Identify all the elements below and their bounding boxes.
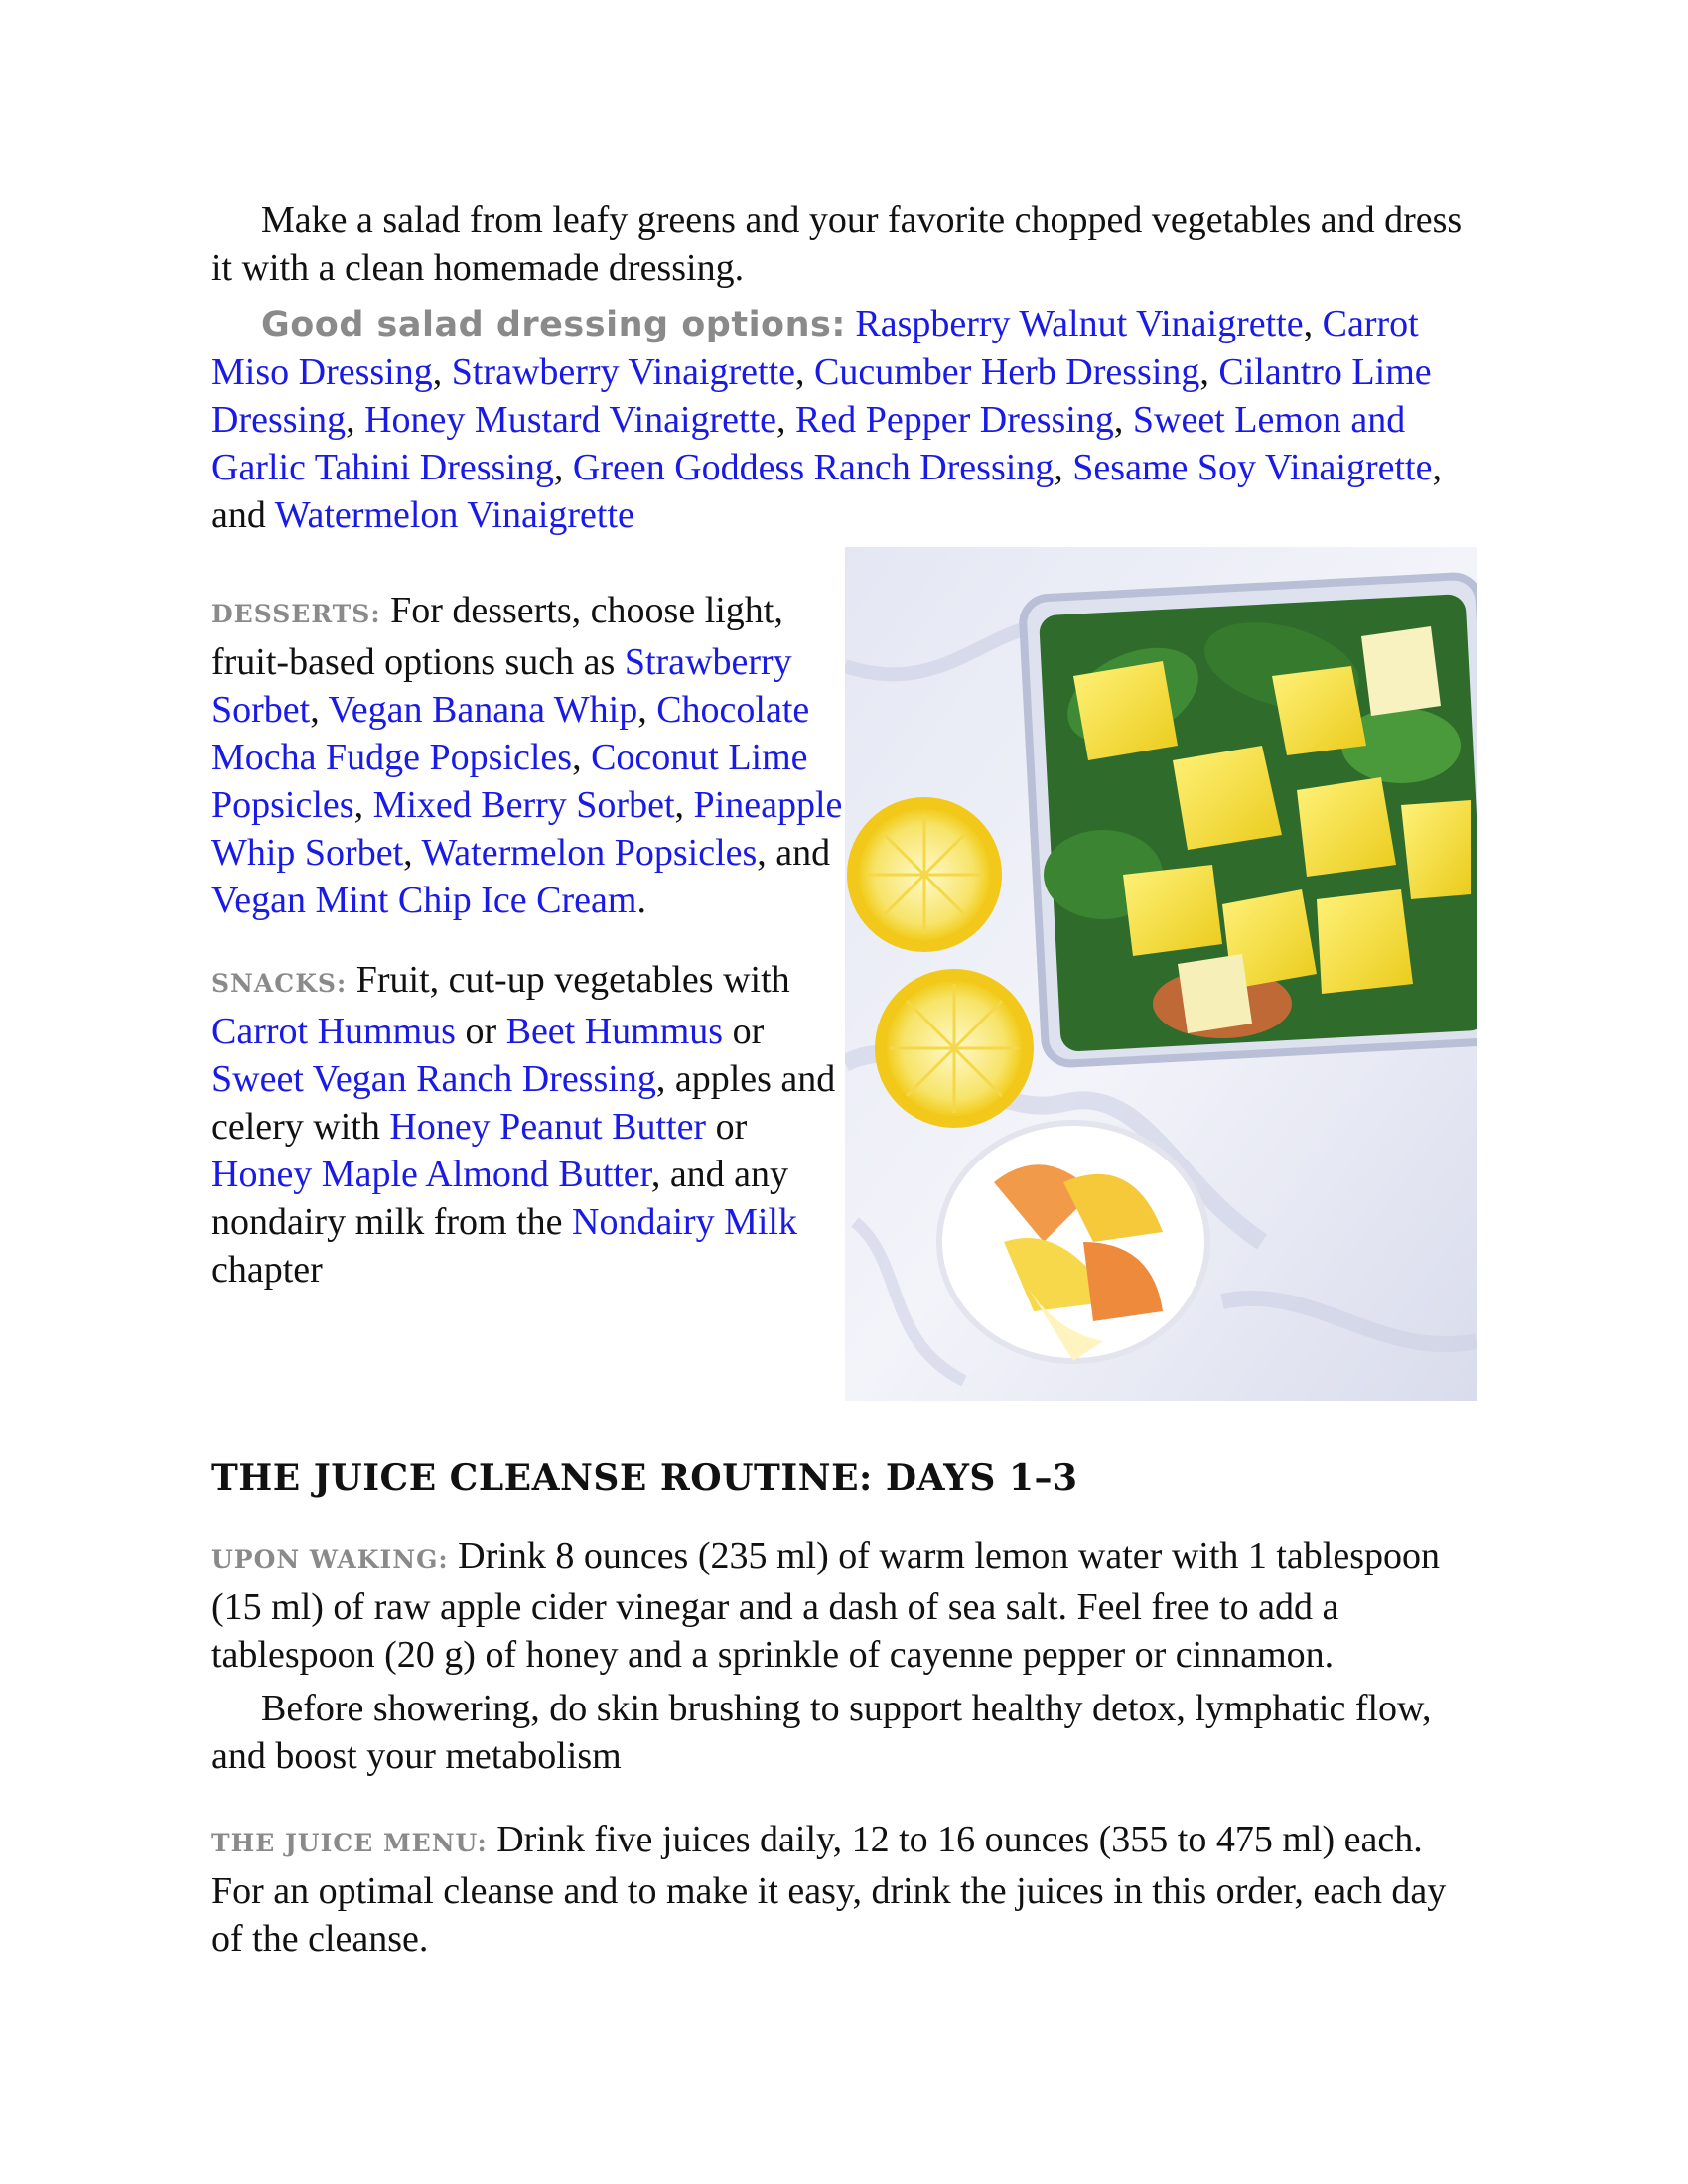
- list-separator: ,: [776, 399, 796, 441]
- section-heading: THE JUICE CLEANSE ROUTINE: DAYS 1–3: [211, 1457, 1078, 1499]
- dressing-link[interactable]: Raspberry Walnut Vinaigrette: [855, 303, 1304, 344]
- list-separator: ,: [1199, 351, 1219, 393]
- list-separator: ,: [795, 351, 815, 393]
- list-separator: ,: [353, 784, 373, 826]
- left-column: [211, 587, 857, 1294]
- desserts-lead: DESSERTS:: [211, 600, 381, 628]
- juice-menu-paragraph: [211, 1816, 1477, 1963]
- snack-link[interactable]: Beet Hummus: [505, 1011, 724, 1052]
- snack-link[interactable]: Honey Maple Almond Butter: [211, 1154, 651, 1195]
- snack-text-segment: Fruit, cut-up vegetables with: [347, 959, 790, 1001]
- intro-paragraph: Make a salad from leafy greens and your favorite chopped vegetables and dress it with a clean homemade dressing.: [211, 200, 1463, 289]
- desserts-paragraph: [211, 587, 857, 924]
- snacks-lead: SNACKS:: [211, 969, 348, 998]
- dressing-link[interactable]: Cucumber Herb Dressing: [814, 351, 1200, 393]
- dessert-link[interactable]: Vegan Mint Chip Ice Cream: [211, 880, 637, 921]
- juice-menu-text: Drink five juices daily, 12 to 16 ounces (355 to 475 ml) each. For an optimal cleanse and to make it easy, drink the juices in this order, each day of the cleanse.: [211, 1819, 1447, 1960]
- dessert-link[interactable]: Watermelon Popsicles: [421, 832, 758, 874]
- dressing-link[interactable]: Sweet Lemon and Garlic Tahini Dressing: [211, 399, 1406, 488]
- list-separator: , and: [757, 832, 831, 874]
- dressing-link[interactable]: Strawberry Vinaigrette: [451, 351, 796, 393]
- snack-text-segment: or: [706, 1106, 748, 1148]
- list-separator: ,: [1054, 447, 1073, 488]
- waking-lead: UPON WAKING:: [211, 1545, 449, 1573]
- dressing-link[interactable]: Cilantro Lime Dressing: [211, 351, 1432, 441]
- snack-link[interactable]: Nondairy Milk: [572, 1201, 797, 1243]
- snack-link[interactable]: Honey Peanut Butter: [389, 1106, 707, 1148]
- snack-link[interactable]: Carrot Hummus: [211, 1011, 456, 1052]
- dressing-link[interactable]: Watermelon Vinaigrette: [274, 494, 634, 536]
- dessert-link[interactable]: Mixed Berry Sorbet: [372, 784, 675, 826]
- list-separator: ,: [403, 832, 422, 874]
- dressing-link[interactable]: Carrot Miso Dressing: [211, 303, 1419, 393]
- waking-paragraph: [211, 1532, 1477, 1679]
- two-column-section: [211, 547, 1477, 1427]
- snack-link[interactable]: Sweet Vegan Ranch Dressing: [211, 1058, 656, 1100]
- dessert-link[interactable]: Vegan Banana Whip: [328, 689, 638, 731]
- list-separator: ,: [432, 351, 452, 393]
- list-separator: ,: [674, 784, 694, 826]
- dessert-link[interactable]: Pineapple Whip Sorbet: [211, 784, 843, 874]
- list-end: .: [636, 880, 646, 921]
- snack-text-segment: or: [455, 1011, 506, 1052]
- snacks-paragraph: [211, 956, 857, 1294]
- dressing-link[interactable]: Red Pepper Dressing: [795, 399, 1114, 441]
- list-separator: , and: [211, 447, 1442, 536]
- list-separator: ,: [1303, 303, 1323, 344]
- desserts-intro-text: For desserts, choose light, fruit-based options such as: [211, 590, 783, 683]
- snack-text-segment: , and any nondairy milk from the: [211, 1154, 789, 1243]
- dressing-link[interactable]: Honey Mustard Vinaigrette: [364, 399, 777, 441]
- photo-salad-container-lemons: [845, 547, 1477, 1401]
- dressing-link[interactable]: Sesame Soy Vinaigrette: [1072, 447, 1433, 488]
- dessert-link[interactable]: Strawberry Sorbet: [211, 641, 792, 731]
- list-separator: ,: [310, 689, 329, 731]
- list-separator: ,: [553, 447, 573, 488]
- dressing-lead: Good salad dressing options:: [261, 305, 846, 344]
- shower-paragraph: Before showering, do skin brushing to support healthy detox, lymphatic flow, and boost your metabolism: [211, 1688, 1432, 1777]
- snack-text-segment: chapter: [211, 1249, 323, 1291]
- list-separator: ,: [1113, 399, 1133, 441]
- dressing-link[interactable]: Green Goddess Ranch Dressing: [572, 447, 1055, 488]
- juice-menu-lead: THE JUICE MENU:: [211, 1829, 488, 1857]
- dressing-paragraph: [211, 300, 1477, 539]
- waking-text: Drink 8 ounces (235 ml) of warm lemon water with 1 tablespoon (15 ml) of raw apple cider vinegar and a dash of sea salt. Feel free to add a tablespoon (20 g) of honey and a sprinkle of cayenne pepper or cinnamon.: [211, 1535, 1441, 1676]
- list-separator: ,: [346, 399, 365, 441]
- page-content: [211, 197, 1477, 1963]
- snack-text-segment: , apples and celery with: [211, 1058, 836, 1148]
- list-separator: ,: [572, 737, 592, 778]
- dessert-links: [211, 641, 842, 921]
- snack-text: [211, 959, 835, 1291]
- list-separator: ,: [637, 689, 657, 731]
- snack-text-segment: or: [723, 1011, 765, 1052]
- dessert-link[interactable]: Coconut Lime Popsicles: [211, 737, 808, 826]
- dessert-link[interactable]: Chocolate Mocha Fudge Popsicles: [211, 689, 810, 778]
